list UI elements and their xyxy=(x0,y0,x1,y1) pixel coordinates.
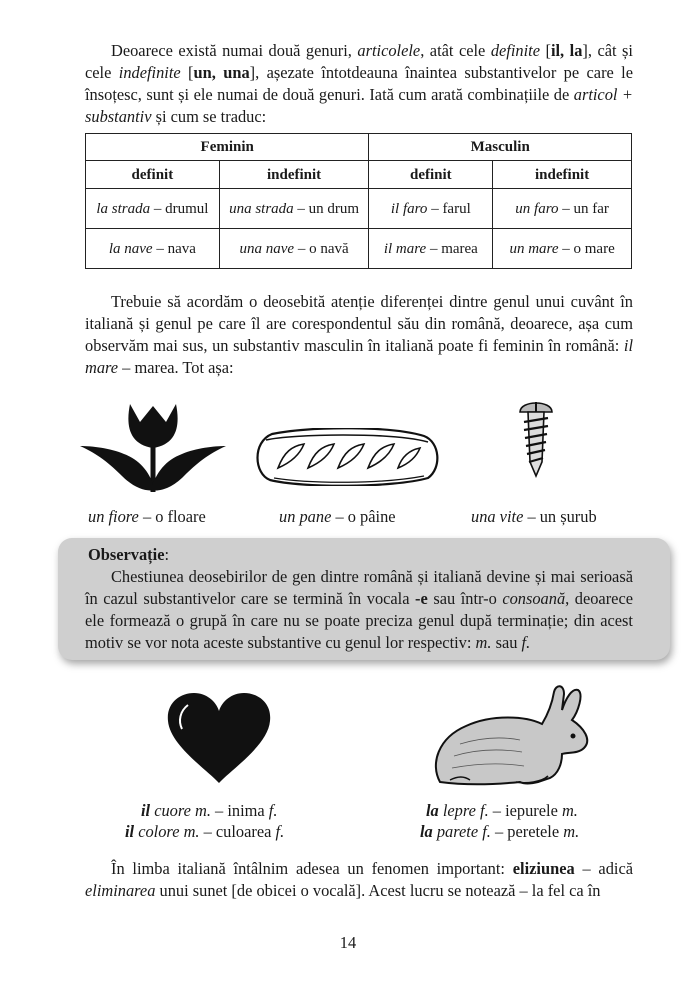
gender-paragraph: Trebuie să acordăm o deosebită atenție diferenței dintre genul unui cuvânt în italiană și genul pe care îl are corespondentul său din română, deoarece, așa cum observăm mai sus, un substantiv masculin în italiană poate fi feminin în română: il mare – marea. Tot așa: xyxy=(85,292,633,377)
rabbit-icon xyxy=(430,684,596,788)
table-cell: la nave – nava xyxy=(86,229,220,269)
heart-icon xyxy=(166,693,272,785)
table-cell: un mare – o mare xyxy=(493,229,632,269)
header-indefinit: indefinit xyxy=(493,161,632,189)
caption-pane: un pane – o pâine xyxy=(279,507,396,526)
header-masculin: Masculin xyxy=(369,134,632,161)
bread-icon xyxy=(252,428,442,486)
caption-fiore: un fiore – o floare xyxy=(88,507,206,526)
pair-line: la lepre f. – iepurele m. xyxy=(426,801,578,820)
page-number: 14 xyxy=(339,933,357,952)
tulip-icon xyxy=(80,402,226,494)
table-cell: la strada – drumul xyxy=(86,189,220,229)
screw-icon xyxy=(516,398,556,478)
table-cell: una nave – o navă xyxy=(219,229,369,269)
observation-title: Observație: xyxy=(88,545,170,564)
elision-paragraph: În limba italiană întâlnim adesea un fenomen important: eliziunea – adică eliminarea unui sunet [de obicei o vocală]. Acest lucru se notează – la fel ca în xyxy=(85,859,633,900)
header-definit: definit xyxy=(369,161,493,189)
pair-line: la parete f. – peretele m. xyxy=(420,822,580,841)
header-feminin: Feminin xyxy=(86,134,369,161)
table-row xyxy=(86,229,632,269)
header-definit: definit xyxy=(86,161,220,189)
table-cell: una strada – un drum xyxy=(219,189,369,229)
observation-text: Chestiunea deosebirilor de gen dintre română și italiană devine și mai serioasă în cazul substantivelor care se termină în vocala -e sau într-o consoană, deoarece ele formează o grupă în care nu se poate preciza genul după terminație; din acest motiv se vor nota aceste substantive cu genul lor respectiv: m. sau f. xyxy=(85,567,633,652)
intro-paragraph: Deoarece există numai două genuri, articolele, atât cele definite [il, la], cât și cele indefinite [un, una], așezate întotdeauna înaintea substantivelor pe care le însoțesc, sunt și ele numai de două genuri. Iată cum arată combinațiile de articol + substantiv și cum se traduc: xyxy=(85,41,634,126)
noun-pairs-left xyxy=(125,800,285,842)
table-cell: il mare – marea xyxy=(369,229,493,269)
header-indefinit: indefinit xyxy=(219,161,369,189)
pair-line: il colore m. – culoarea f. xyxy=(125,822,285,841)
caption-vite: una vite – un șurub xyxy=(471,507,597,526)
pair-line: il cuore m. – inima f. xyxy=(141,801,278,820)
table-cell: un faro – un far xyxy=(493,189,632,229)
noun-pairs-right xyxy=(420,800,579,842)
table-row xyxy=(86,189,632,229)
article-table xyxy=(85,133,632,269)
table-cell: il faro – farul xyxy=(369,189,493,229)
